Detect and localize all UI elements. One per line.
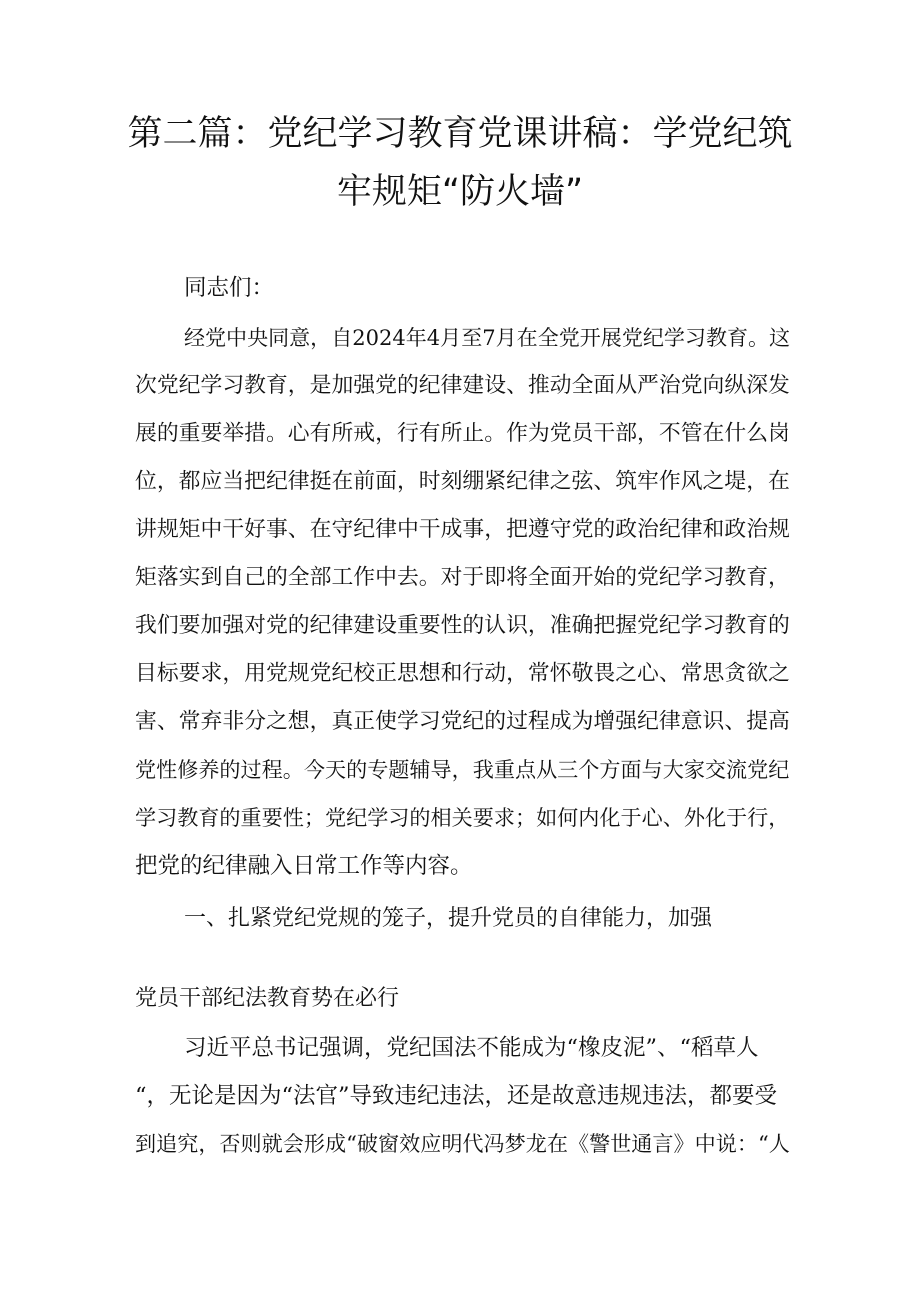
paragraph-1-line: 党性修养的过程。今天的专题辅导，我重点从三个方面与大家交流党纪 (135, 757, 790, 782)
paragraph-1-line: 展的重要举措。心有所戒，行有所止。作为党员干部，不管在什么岗 (135, 421, 790, 446)
paragraph-1-line: 我们要加强对党的纪律建设重要性的认识，准确把握党纪学习教育的 (135, 613, 790, 638)
document-title-line-1: 第二篇：党纪学习教育党课讲稿：学党纪筑 (127, 114, 793, 154)
paragraph-2-line: 到追究，否则就会形成“破窗效应明代冯梦龙在《警世通言》中说：“人 (135, 1131, 790, 1156)
paragraph-1-line: 位，都应当把纪律挺在前面，时刻绷紧纪律之弦、筑牢作风之堤，在 (135, 469, 790, 494)
paragraph-1-line: 把党的纪律融入日常工作等内容。 (135, 853, 473, 879)
section-heading-line-2: 党员干部纪法教育势在必行 (135, 986, 400, 1011)
paragraph-2-line: 习近平总书记强调，党纪国法不能成为“橡皮泥”、“稻草人 (184, 1035, 759, 1061)
paragraph-1-line: 讲规矩中干好事、在守纪律中干成事，把遵守党的政治纪律和政治规 (135, 517, 790, 542)
paragraph-1-line: 次党纪学习教育，是加强党的纪律建设、推动全面从严治党向纵深发 (135, 373, 790, 398)
paragraph-1-line: 矩落实到自己的全部工作中去。对于即将全面开始的党纪学习教育， (135, 565, 790, 590)
paragraph-1-line: 学习教育的重要性；党纪学习的相关要求；如何内化于心、外化于行， (135, 805, 790, 830)
paragraph-1-line: 经党中央同意，自2024年4月至7月在全党开展党纪学习教育。这 (184, 325, 791, 350)
section-heading-line-1: 一、扎紧党纪党规的笼子，提升党员的自律能力，加强 (184, 906, 713, 931)
paragraph-2-line: “，无论是因为“法官”导致违纪违法，还是故意违规违法，都要受 (135, 1083, 778, 1109)
paragraph-1-line: 目标要求，用党规党纪校正思想和行动，常怀敬畏之心、常思贪欲之 (135, 661, 790, 686)
document-title-line-2: 牢规矩“防火墙” (336, 172, 584, 212)
paragraph-1-line: 害、常弃非分之想，真正使学习党纪的过程成为增强纪律意识、提高 (135, 709, 790, 734)
salutation: 同志们： (184, 275, 275, 301)
